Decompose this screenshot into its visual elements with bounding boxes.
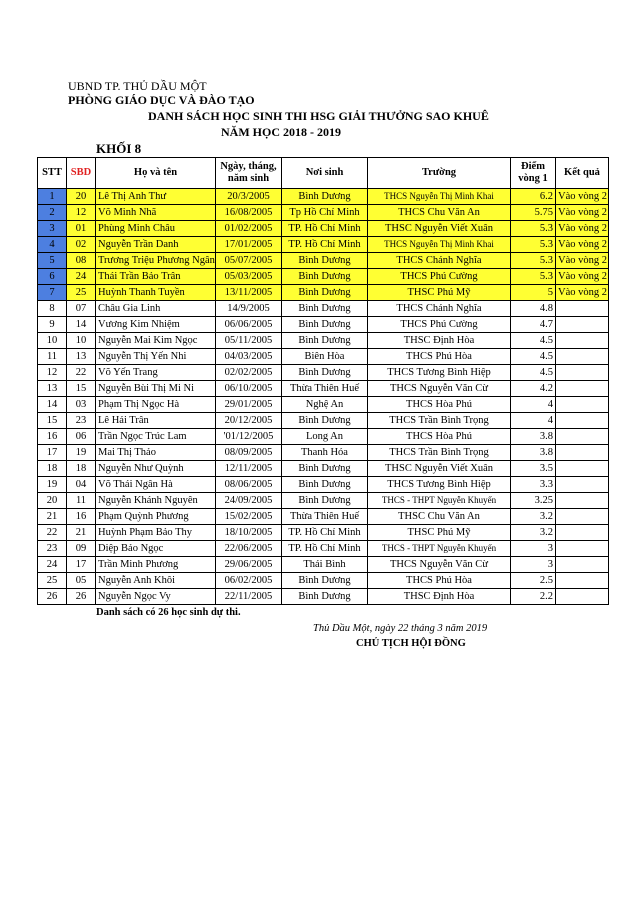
cell-result	[556, 397, 609, 413]
cell-dob: 20/12/2005	[216, 413, 282, 429]
cell-birthplace: Bình Dương	[282, 285, 368, 301]
cell-result: Vào vòng 2	[556, 189, 609, 205]
cell-stt: 16	[38, 429, 67, 445]
cell-dob: 08/09/2005	[216, 445, 282, 461]
col-header-school: Trường	[368, 158, 511, 189]
cell-name: Lê Thị Anh Thư	[96, 189, 216, 205]
cell-score: 3.3	[511, 477, 556, 493]
cell-score: 5.3	[511, 237, 556, 253]
cell-birthplace: TP. Hồ Chí Minh	[282, 541, 368, 557]
cell-stt: 12	[38, 365, 67, 381]
cell-stt: 7	[38, 285, 67, 301]
cell-score: 3.8	[511, 429, 556, 445]
cell-score: 5.3	[511, 221, 556, 237]
cell-name: Châu Gia Linh	[96, 301, 216, 317]
cell-birthplace: Tp Hồ Chí Minh	[282, 205, 368, 221]
cell-result: Vào vòng 2	[556, 285, 609, 301]
table-row	[38, 365, 609, 381]
cell-dob: 12/11/2005	[216, 461, 282, 477]
cell-result: Vào vòng 2	[556, 237, 609, 253]
cell-dob: 17/01/2005	[216, 237, 282, 253]
cell-stt: 8	[38, 301, 67, 317]
cell-score: 4	[511, 413, 556, 429]
cell-stt: 4	[38, 237, 67, 253]
cell-name: Nguyễn Ngọc Vy	[96, 589, 216, 605]
cell-school: THSC Chu Văn An	[368, 509, 511, 525]
cell-birthplace: Bình Dương	[282, 301, 368, 317]
table-row	[38, 589, 609, 605]
cell-score: 3.5	[511, 461, 556, 477]
cell-dob: 06/02/2005	[216, 573, 282, 589]
cell-birthplace: Bình Dương	[282, 477, 368, 493]
cell-name: Võ Yến Trang	[96, 365, 216, 381]
cell-sbd: 01	[67, 221, 96, 237]
cell-sbd: 19	[67, 445, 96, 461]
cell-name: Phùng Minh Châu	[96, 221, 216, 237]
table-row	[38, 205, 609, 221]
cell-birthplace: Bình Dương	[282, 461, 368, 477]
student-count-note: Danh sách có 26 học sinh dự thi.	[96, 607, 241, 618]
cell-name: Trần Ngọc Trúc Lam	[96, 429, 216, 445]
cell-stt: 24	[38, 557, 67, 573]
cell-dob: 13/11/2005	[216, 285, 282, 301]
signing-date: Thủ Dầu Một, ngày 22 tháng 3 năm 2019	[313, 623, 488, 634]
table-row	[38, 541, 609, 557]
cell-stt: 14	[38, 397, 67, 413]
cell-dob: 24/09/2005	[216, 493, 282, 509]
cell-result	[556, 317, 609, 333]
cell-school: THSC Định Hòa	[368, 589, 511, 605]
cell-score: 5.3	[511, 253, 556, 269]
table-row	[38, 221, 609, 237]
cell-school: THCS Phú Hòa	[368, 349, 511, 365]
table-row	[38, 461, 609, 477]
cell-stt: 2	[38, 205, 67, 221]
cell-score: 2.2	[511, 589, 556, 605]
cell-birthplace: Biên Hòa	[282, 349, 368, 365]
cell-school: THCS Phú Cường	[368, 317, 511, 333]
cell-dob: 18/10/2005	[216, 525, 282, 541]
cell-name: Thái Trần Bảo Trân	[96, 269, 216, 285]
cell-birthplace: Bình Dương	[282, 253, 368, 269]
cell-sbd: 14	[67, 317, 96, 333]
cell-sbd: 02	[67, 237, 96, 253]
cell-name: Nguyễn Mai Kim Ngọc	[96, 333, 216, 349]
cell-school: THSC Phú Mỹ	[368, 285, 511, 301]
cell-birthplace: Bình Dương	[282, 573, 368, 589]
col-header-birthplace: Nơi sinh	[282, 158, 368, 189]
cell-stt: 17	[38, 445, 67, 461]
cell-birthplace: Thanh Hóa	[282, 445, 368, 461]
cell-name: Nguyễn Thị Yến Nhi	[96, 349, 216, 365]
cell-dob: 08/06/2005	[216, 477, 282, 493]
cell-result	[556, 445, 609, 461]
cell-name: Nguyễn Khánh Nguyên	[96, 493, 216, 509]
cell-name: Phạm Thị Ngọc Hà	[96, 397, 216, 413]
cell-dob: 22/06/2005	[216, 541, 282, 557]
cell-school: THCS Chánh Nghĩa	[368, 301, 511, 317]
col-header-name: Họ và tên	[96, 158, 216, 189]
cell-school: THCS - THPT Nguyễn Khuyến	[368, 493, 511, 509]
cell-score: 3.25	[511, 493, 556, 509]
student-table	[37, 157, 609, 605]
document-title: DANH SÁCH HỌC SINH THI HSG GIẢI THƯỞNG SAO KHUÊ	[148, 109, 489, 123]
cell-score: 5	[511, 285, 556, 301]
table-row	[38, 349, 609, 365]
cell-birthplace: Bình Dương	[282, 589, 368, 605]
cell-birthplace: Bình Dương	[282, 317, 368, 333]
cell-school: THCS Hòa Phú	[368, 397, 511, 413]
cell-name: Nguyễn Như Quỳnh	[96, 461, 216, 477]
cell-dob: 01/02/2005	[216, 221, 282, 237]
table-row	[38, 381, 609, 397]
cell-dob: 22/11/2005	[216, 589, 282, 605]
cell-sbd: 15	[67, 381, 96, 397]
cell-name: Võ Thái Ngân Hà	[96, 477, 216, 493]
cell-school: THCS Nguyễn Thị Minh Khai	[368, 189, 511, 205]
cell-sbd: 22	[67, 365, 96, 381]
cell-name: Trương Triệu Phương Ngân	[96, 253, 216, 269]
cell-dob: 04/03/2005	[216, 349, 282, 365]
cell-sbd: 23	[67, 413, 96, 429]
cell-score: 3.2	[511, 525, 556, 541]
school-year: NĂM HỌC 2018 - 2019	[221, 125, 341, 139]
cell-result	[556, 365, 609, 381]
cell-score: 4.5	[511, 365, 556, 381]
cell-birthplace: Bình Dương	[282, 413, 368, 429]
cell-sbd: 16	[67, 509, 96, 525]
cell-name: Diệp Bảo Ngọc	[96, 541, 216, 557]
cell-sbd: 17	[67, 557, 96, 573]
cell-dob: 02/02/2005	[216, 365, 282, 381]
cell-score: 4.5	[511, 333, 556, 349]
cell-result	[556, 461, 609, 477]
cell-sbd: 11	[67, 493, 96, 509]
cell-stt: 9	[38, 317, 67, 333]
department-name: PHÒNG GIÁO DỤC VÀ ĐÀO TẠO	[68, 93, 255, 107]
cell-school: THSC Phú Mỹ	[368, 525, 511, 541]
cell-sbd: 20	[67, 189, 96, 205]
cell-birthplace: TP. Hồ Chí Minh	[282, 525, 368, 541]
cell-result: Vào vòng 2	[556, 221, 609, 237]
cell-stt: 23	[38, 541, 67, 557]
cell-result	[556, 557, 609, 573]
table-row	[38, 189, 609, 205]
cell-sbd: 25	[67, 285, 96, 301]
organization-name: UBND TP. THỦ DẦU MỘT	[68, 79, 207, 93]
cell-score: 6.2	[511, 189, 556, 205]
cell-birthplace: Thừa Thiên Huế	[282, 509, 368, 525]
cell-birthplace: Long An	[282, 429, 368, 445]
cell-result	[556, 429, 609, 445]
col-header-score: Điểm vòng 1	[511, 158, 556, 189]
signer-title: CHỦ TỊCH HỘI ĐỒNG	[356, 638, 466, 649]
cell-result	[556, 333, 609, 349]
cell-school: THCS Phú Hòa	[368, 573, 511, 589]
cell-dob: 14/9/2005	[216, 301, 282, 317]
cell-school: THCS Chánh Nghĩa	[368, 253, 511, 269]
cell-sbd: 26	[67, 589, 96, 605]
table-row	[38, 445, 609, 461]
cell-result	[556, 301, 609, 317]
cell-result	[556, 349, 609, 365]
cell-birthplace: Bình Dương	[282, 493, 368, 509]
cell-stt: 18	[38, 461, 67, 477]
cell-sbd: 12	[67, 205, 96, 221]
cell-dob: 05/03/2005	[216, 269, 282, 285]
cell-dob: 15/02/2005	[216, 509, 282, 525]
cell-sbd: 13	[67, 349, 96, 365]
cell-score: 4.7	[511, 317, 556, 333]
table-row	[38, 333, 609, 349]
cell-birthplace: Bình Dương	[282, 269, 368, 285]
col-header-sbd: SBD	[67, 158, 96, 189]
cell-score: 5.3	[511, 269, 556, 285]
cell-birthplace: Bình Dương	[282, 365, 368, 381]
cell-birthplace: Thừa Thiên Huế	[282, 381, 368, 397]
cell-school: THSC Nguyễn Viết Xuân	[368, 461, 511, 477]
cell-stt: 5	[38, 253, 67, 269]
cell-school: THCS - THPT Nguyễn Khuyến	[368, 541, 511, 557]
cell-result	[556, 381, 609, 397]
cell-sbd: 07	[67, 301, 96, 317]
table-row	[38, 285, 609, 301]
cell-name: Nguyễn Anh Khôi	[96, 573, 216, 589]
cell-school: THCS Trần Bình Trọng	[368, 413, 511, 429]
cell-result: Vào vòng 2	[556, 253, 609, 269]
cell-dob: 29/01/2005	[216, 397, 282, 413]
col-header-dob: Ngày, tháng, năm sinh	[216, 158, 282, 189]
cell-school: THCS Trần Bình Trọng	[368, 445, 511, 461]
cell-sbd: 04	[67, 477, 96, 493]
cell-sbd: 21	[67, 525, 96, 541]
table-header-row	[38, 158, 609, 189]
cell-school: THCS Tương Bình Hiệp	[368, 365, 511, 381]
cell-result	[556, 525, 609, 541]
cell-stt: 10	[38, 333, 67, 349]
cell-result	[556, 589, 609, 605]
cell-name: Nguyễn Bùi Thị Mi Ni	[96, 381, 216, 397]
cell-sbd: 03	[67, 397, 96, 413]
table-row	[38, 269, 609, 285]
cell-stt: 13	[38, 381, 67, 397]
cell-result	[556, 477, 609, 493]
cell-dob: '01/12/2005	[216, 429, 282, 445]
table-row	[38, 573, 609, 589]
cell-name: Võ Minh Nhã	[96, 205, 216, 221]
table-row	[38, 301, 609, 317]
cell-sbd: 06	[67, 429, 96, 445]
cell-score: 4.5	[511, 349, 556, 365]
table-row	[38, 253, 609, 269]
cell-school: THSC Định Hòa	[368, 333, 511, 349]
cell-school: THCS Nguyễn Văn Cừ	[368, 557, 511, 573]
cell-school: THCS Hòa Phú	[368, 429, 511, 445]
cell-school: THCS Phú Cường	[368, 269, 511, 285]
cell-dob: 29/06/2005	[216, 557, 282, 573]
cell-school: THCS Tương Bình Hiệp	[368, 477, 511, 493]
cell-score: 3	[511, 541, 556, 557]
cell-result	[556, 541, 609, 557]
cell-name: Phạm Quỳnh Phương	[96, 509, 216, 525]
cell-school: THCS Nguyễn Văn Cừ	[368, 381, 511, 397]
cell-score: 3	[511, 557, 556, 573]
cell-score: 4	[511, 397, 556, 413]
cell-score: 3.8	[511, 445, 556, 461]
cell-dob: 06/06/2005	[216, 317, 282, 333]
cell-score: 4.8	[511, 301, 556, 317]
cell-birthplace: Bình Dương	[282, 189, 368, 205]
grade-label: KHỐI 8	[96, 141, 142, 156]
cell-stt: 11	[38, 349, 67, 365]
table-row	[38, 413, 609, 429]
table-row	[38, 557, 609, 573]
cell-result	[556, 493, 609, 509]
cell-sbd: 18	[67, 461, 96, 477]
table-row	[38, 317, 609, 333]
cell-score: 4.2	[511, 381, 556, 397]
table-row	[38, 509, 609, 525]
cell-result	[556, 509, 609, 525]
table-row	[38, 429, 609, 445]
cell-name: Huỳnh Phạm Bảo Thy	[96, 525, 216, 541]
cell-stt: 19	[38, 477, 67, 493]
cell-birthplace: TP. Hồ Chí Minh	[282, 221, 368, 237]
cell-score: 3.2	[511, 509, 556, 525]
col-header-stt: STT	[38, 158, 67, 189]
cell-name: Huỳnh Thanh Tuyền	[96, 285, 216, 301]
table-row	[38, 237, 609, 253]
cell-dob: 20/3/2005	[216, 189, 282, 205]
cell-name: Nguyễn Trần Danh	[96, 237, 216, 253]
cell-stt: 15	[38, 413, 67, 429]
cell-stt: 1	[38, 189, 67, 205]
cell-stt: 26	[38, 589, 67, 605]
cell-result	[556, 413, 609, 429]
cell-score: 2.5	[511, 573, 556, 589]
table-row	[38, 525, 609, 541]
table-row	[38, 493, 609, 509]
cell-sbd: 08	[67, 253, 96, 269]
cell-birthplace: TP. Hồ Chí Minh	[282, 237, 368, 253]
cell-sbd: 24	[67, 269, 96, 285]
cell-dob: 05/11/2005	[216, 333, 282, 349]
table-row	[38, 397, 609, 413]
cell-stt: 3	[38, 221, 67, 237]
cell-sbd: 10	[67, 333, 96, 349]
cell-dob: 05/07/2005	[216, 253, 282, 269]
col-header-result: Kết quả	[556, 158, 609, 189]
cell-stt: 25	[38, 573, 67, 589]
cell-name: Vương Kim Nhiệm	[96, 317, 216, 333]
cell-school: THCS Chu Văn An	[368, 205, 511, 221]
cell-school: THSC Nguyễn Viết Xuân	[368, 221, 511, 237]
cell-score: 5.75	[511, 205, 556, 221]
cell-name: Mai Thị Thảo	[96, 445, 216, 461]
cell-stt: 6	[38, 269, 67, 285]
cell-name: Lê Hải Trân	[96, 413, 216, 429]
cell-stt: 20	[38, 493, 67, 509]
table-row	[38, 477, 609, 493]
cell-birthplace: Nghệ An	[282, 397, 368, 413]
cell-result: Vào vòng 2	[556, 269, 609, 285]
cell-dob: 16/08/2005	[216, 205, 282, 221]
cell-sbd: 05	[67, 573, 96, 589]
cell-sbd: 09	[67, 541, 96, 557]
cell-dob: 06/10/2005	[216, 381, 282, 397]
cell-birthplace: Thái Bình	[282, 557, 368, 573]
cell-result: Vào vòng 2	[556, 205, 609, 221]
cell-name: Trần Minh Phương	[96, 557, 216, 573]
cell-stt: 21	[38, 509, 67, 525]
cell-result	[556, 573, 609, 589]
cell-birthplace: Bình Dương	[282, 333, 368, 349]
cell-stt: 22	[38, 525, 67, 541]
cell-school: THCS Nguyễn Thị Minh Khai	[368, 237, 511, 253]
